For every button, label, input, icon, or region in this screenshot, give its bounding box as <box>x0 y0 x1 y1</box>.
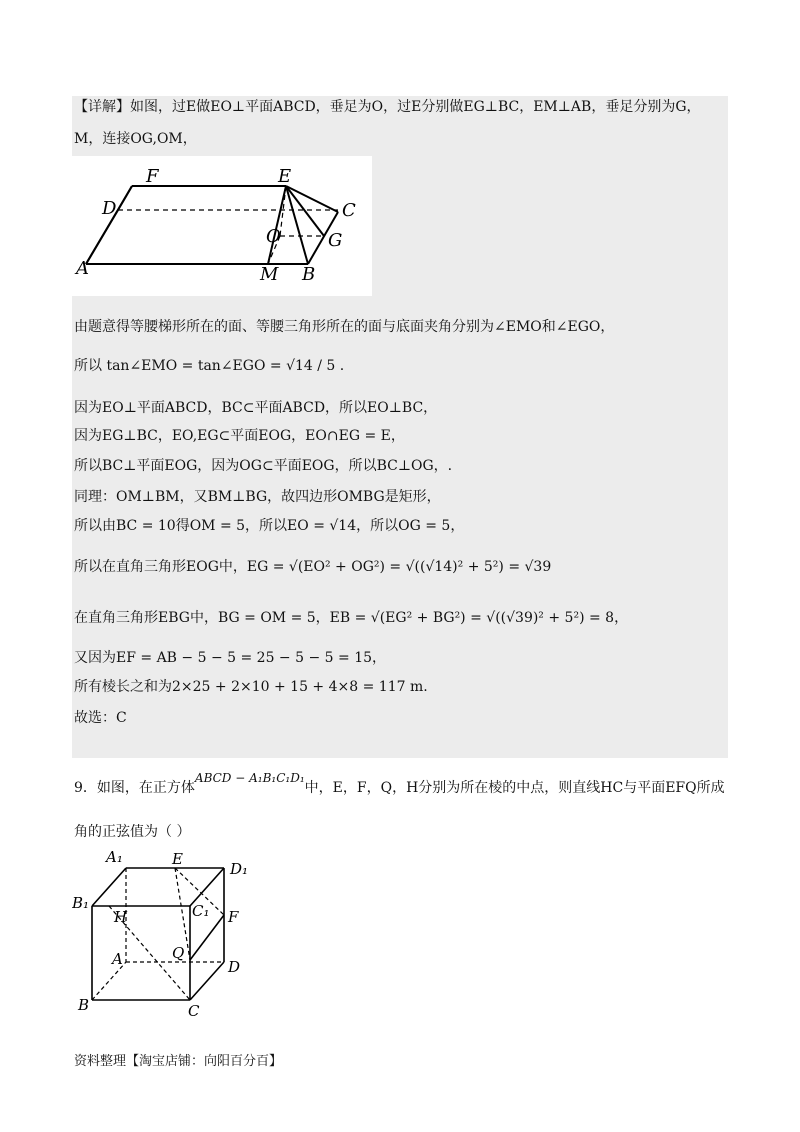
label-H: H <box>114 908 128 926</box>
question-9-line-1 <box>74 771 725 798</box>
solution-answer: 故选：C <box>74 710 127 726</box>
question-9-intro: 9．如图，在正方体 <box>74 780 195 796</box>
label-D: D <box>228 958 241 976</box>
label-B1: B₁ <box>72 894 90 912</box>
solution-line-3: 由题意得等腰梯形所在的面、等腰三角形所在的面与底面夹角分别为∠EMO和∠EGO， <box>74 319 615 335</box>
label-D1: D₁ <box>230 860 249 878</box>
label-M: M <box>260 264 279 285</box>
label-B: B <box>78 996 90 1014</box>
label-A: A <box>112 950 123 968</box>
label-C: C <box>188 1002 200 1020</box>
solution-line-11: 在直角三角形EBG中，BG = OM = 5，EB = √(EG² + BG²) = √((√39)² + 5²) = 8， <box>74 610 629 626</box>
solution-line-7: 所以BC⊥平面EOG，因为OG⊂平面EOG，所以BC⊥OG，. <box>74 458 453 474</box>
question-9-line-2: 角的正弦值为（ ） <box>74 824 191 840</box>
label-A1: A₁ <box>106 850 123 866</box>
label-E: E <box>278 166 292 187</box>
solution-line-5: 因为EO⊥平面ABCD，BC⊂平面ABCD，所以EO⊥BC， <box>74 400 438 416</box>
label-G: G <box>328 230 343 251</box>
solution-line-8: 同理：OM⊥BM，又BM⊥BG，故四边形OMBG是矩形， <box>74 489 441 505</box>
label-O: O <box>266 226 281 247</box>
label-Q: Q <box>172 944 185 962</box>
cube-figure <box>72 850 262 1020</box>
label-E: E <box>172 850 183 868</box>
label-F: F <box>228 908 239 926</box>
footer-note: 资料整理【淘宝店铺：向阳百分百】 <box>74 1054 283 1069</box>
solution-line-6: 因为EG⊥BC，EO,EG⊂平面EOG，EO∩EG = E， <box>74 428 405 444</box>
solution-line-12: 又因为EF = AB − 5 − 5 = 25 − 5 − 5 = 15， <box>74 650 387 666</box>
label-A: A <box>76 258 89 279</box>
pentahedron-figure <box>72 156 372 296</box>
label-D: D <box>102 198 117 219</box>
label-C1: C₁ <box>192 902 210 920</box>
solution-line-13: 所有棱长之和为2×25 + 2×10 + 15 + 4×8 = 117 m. <box>74 679 428 695</box>
solution-line-10: 所以在直角三角形EOG中，EG = √(EO² + OG²) = √((√14)² + 5²) = √39 <box>74 559 552 575</box>
label-C: C <box>342 200 356 221</box>
question-9-text: 中，E，F，Q，H分别为所在棱的中点，则直线HC与平面EFQ所成 <box>304 780 725 796</box>
solution-line-1: 【详解】如图，过E做EO⊥平面ABCD，垂足为O，过E分别做EG⊥BC，EM⊥AB，垂足分别为G， <box>74 99 701 115</box>
label-B: B <box>302 264 316 285</box>
solution-line-9: 所以由BC = 10得OM = 5，所以EO = √14，所以OG = 5， <box>74 518 465 534</box>
label-F: F <box>146 166 159 187</box>
cube-name: ABCD − A₁B₁C₁D₁ <box>194 771 305 785</box>
solution-line-2: M，连接OG,OM， <box>74 131 197 147</box>
solution-line-4: 所以 tan∠EMO = tan∠EGO = √14 / 5 . <box>74 358 345 374</box>
